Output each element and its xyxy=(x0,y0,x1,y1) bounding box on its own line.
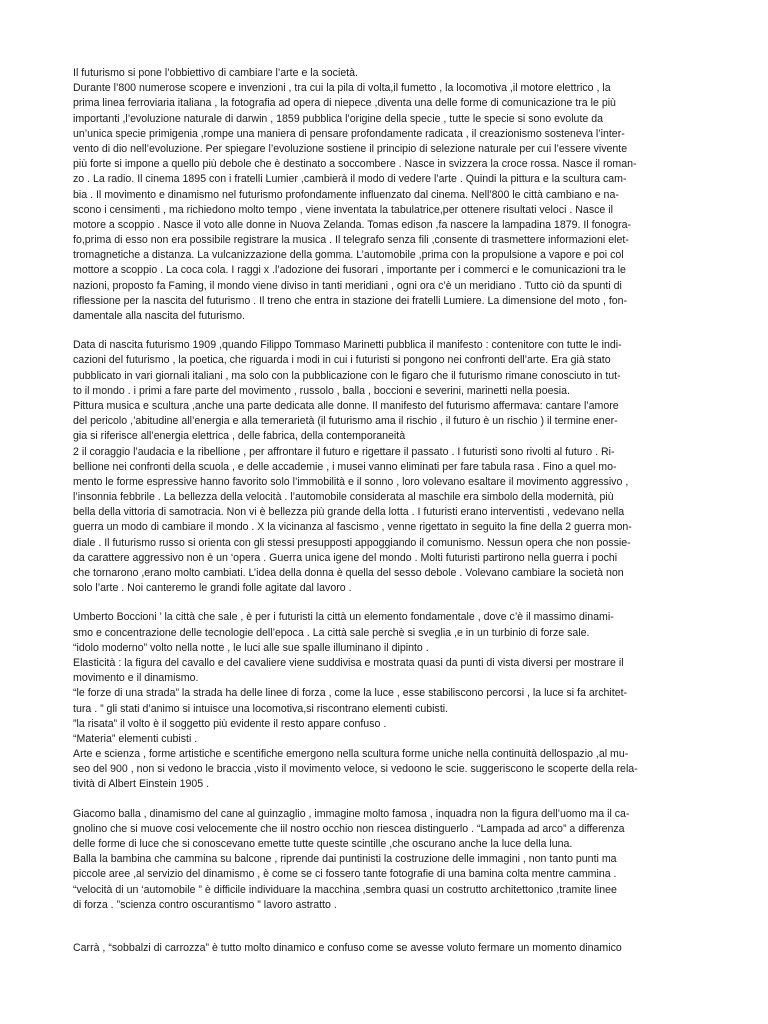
text-line: scono i censimenti , ma richiedono molto tempo , viene inventata la tabulatrice,per ottenere risultati veloci . Nasce il xyxy=(73,203,613,216)
text-line: to il mondo . i primi a fare parte del movimento , russolo , balla , boccioni e severini, marinetti nella poesia. xyxy=(73,384,570,397)
paragraph-gap xyxy=(73,324,695,338)
text-line: pubblicato in vari giornali italiani , ma solo con la pubblicazione con le figaro che il futurismo rimane conosciuto in tut- xyxy=(73,369,621,382)
text-line: Balla la bambina che cammina su balcone , riprende dai puntinisti la costruzione delle immagini , non tanto punti ma xyxy=(73,853,617,866)
text-line: mento le forme espressive hanno favorito solo l’immobilità e il sonno , loro volevano esaltare il movimento aggressivo , xyxy=(73,475,629,488)
text-line: “Materia” elementi cubisti . xyxy=(73,732,198,745)
text-line: motore a scoppio . Nasce il voto alle donne in Nuova Zelanda. Tomas edison ,fa nascere la lampadina 1879. Il fonogra- xyxy=(73,218,632,231)
text-line: più forte si impone a quello più debole che è destinato a soccombere . Nasce in svizzera la croce rossa. Nasce il roman- xyxy=(73,158,637,171)
text-line: Elasticità : la figura del cavallo e del cavaliere viene suddivisa e mostrata quasi da punti di vista diversi per mostrare il xyxy=(73,656,624,669)
paragraph-gap xyxy=(73,913,695,941)
text-line: Giacomo balla , dinamismo del cane al guinzaglio , immagine molto famosa , inquadra non la figura dell’uomo ma il ca- xyxy=(73,807,630,820)
text-line: tura . ” gli stati d’animo si intuisce una locomotiva,si riscontrano elementi cubisti. xyxy=(73,702,449,715)
paragraph-gap xyxy=(73,596,695,610)
text-line: guerra un modo di cambiare il mondo . X la vicinanza al fascismo , venne rigettato in seguito la fine della 2 guerra mon- xyxy=(73,521,632,534)
text-line: ”la risata” il volto è il soggetto più evidente il resto appare confuso . xyxy=(73,717,387,730)
text-line: bellione nei confronti della scuola , e delle accademie , i musei vanno eliminati per fare tabula rasa . Fino a quel mo- xyxy=(73,460,617,473)
document-page xyxy=(73,66,695,956)
text-line: damentale alla nascita del futurismo. xyxy=(73,310,245,322)
text-line: di forza . ”scienza contro oscurantismo ” lavoro astratto . xyxy=(73,898,337,911)
text-line: tromagnetiche a distanza. La vulcanizzazione della gomma. L’automobile ,prima con la propulsione a vapore e poi col xyxy=(73,249,624,262)
text-line: Il futurismo si pone l’obbiettivo di cambiare l’arte e la società. xyxy=(73,67,358,79)
text-line: “idolo moderno” volto nella notte , le luci alle sue spalle illuminano il dipinto . xyxy=(73,641,429,654)
text-line: prima linea ferroviaria italiana , la fotografia ad opera di niepece ,diventa una delle forme di comunicazione tra le più xyxy=(73,97,616,110)
text-line: bia . Il movimento e dinamismo nel futurismo profondamente influenzato dal cinema. Nell’800 le città cambiano e na- xyxy=(73,188,619,201)
text-line: mottore a scoppio . La coca cola. I raggi x .l’adozione dei fusorari , importante per i commerci e le comunicazioni tra le xyxy=(73,264,626,277)
text-line: “le forze di una strada” la strada ha delle linee di forza , come la luce , esse stabiliscono percorsi , la luce si fa architet- xyxy=(73,687,628,700)
text-line: un’unica specie primigenia ,rompe una maniera di pensare profondamente radicata , il creazionismo sosteneva l’inter- xyxy=(73,127,625,140)
text-line: gia si riferisce all’energia elettrica , delle fabrica, della contemporaneità xyxy=(73,430,406,443)
text-line: del pericolo ,’abitudine all’energia e alla temerarietà (il futurismo ama il rischio , il futuro è un rischio ) il termine ener- xyxy=(73,415,618,428)
text-line: Data di nascita futurismo 1909 ,quando Filippo Tommaso Marinetti pubblica il manifesto : contenitore con tutte le indi- xyxy=(73,339,622,352)
text-line: l’insonnia febbrile . La bellezza della velocità . l’automobile considerata al maschile era simbolo della modernità, più xyxy=(73,491,614,504)
text-line: riflessione per la nascita del futurismo . Il treno che entra in stazione dei fratelli Lumiere. La dimensione del moto , fon- xyxy=(73,294,628,307)
text-line: fo,prima di esso non era possibile registrare la musica . Il telegrafo senza fili ,consente di trasmettere informazioni elet- xyxy=(73,234,629,247)
text-line: gnolino che si muove cosi velocemente che iil nostro occhio non riescea distinguerlo . “Lampada ad arco” a differenza xyxy=(73,822,625,835)
paragraph-manifesto xyxy=(73,338,695,596)
paragraph-boccioni xyxy=(73,610,695,792)
paragraph-gap xyxy=(73,793,695,807)
text-line: smo e concentrazione delle tecnologie dell’epoca . La città sale perchè si sveglia ,e in un turbinio di forze sale. xyxy=(73,626,590,639)
text-line: Carrà , “sobbalzi di carrozza” è tutto molto dinamico e confuso come se avesse voluto fermare un momento dinamico xyxy=(73,941,622,954)
text-line: nazioni, proposto fa Faming, il mondo viene diviso in tanti meridiani , ogni ora c’è un meridiano . Tutto ciò da spunti di xyxy=(73,279,622,292)
text-line: solo l’arte . Noi canteremo le grandi folle agitate dal lavoro . xyxy=(73,582,352,595)
text-line: bella della vittoria di samotracia. Non vi è bellezza più grande della lotta . I futuristi erano interventisti , vedevano nella xyxy=(73,506,625,519)
text-line: che tornarono ,erano molto cambiati. L’idea della donna è quella del sesso debole . Volevano cambiare la società non xyxy=(73,567,624,579)
text-line: seo del 900 , non si vedono le braccia ,visto il movimento veloce, si vedoono le scie. suggeriscono le scoperte della rela- xyxy=(73,763,638,776)
text-line: piccole aree ,al servizio del dinamismo , è come se ci fossero tante fotografie di una bamina colta mentre cammina . xyxy=(73,868,617,881)
text-line: delle forme di luce che si conoscevano emette tutte queste scintille ,che oscurano anche la luce della luna. xyxy=(73,838,573,850)
paragraph-intro xyxy=(73,66,695,324)
paragraph-balla xyxy=(73,807,695,913)
text-line: movimento e il dinamismo. xyxy=(73,672,199,685)
text-line: Pittura musica e scultura ,anche una parte dedicata alle donne. Il manifesto del futurismo affermava: cantare l’amore xyxy=(73,399,619,412)
paragraph-carra xyxy=(73,941,695,956)
text-line: da carattere aggressivo non è un ‘opera . Guerra unica igene del mondo . Molti futuristi partirono nella guerra i pochi xyxy=(73,551,618,564)
text-line: 2 il coraggio l’audacia e la ribellione , per affrontare il futuro e rigettare il passato . I futuristi sono rivolti al futuro . Ri- xyxy=(73,445,615,458)
text-line: Durante l’800 numerose scopere e invenzioni , tra cui la pila di volta,il fumetto , la locomotiva ,il motore elettrico , la xyxy=(73,82,611,95)
text-line: tività di Albert Einstein 1905 . xyxy=(73,778,210,791)
text-line: importanti ,l’evoluzione naturale di darwin , 1859 pubblica l’origine della specie , tutte le specie si sono evolute da xyxy=(73,112,604,125)
text-line: diale . Il futurismo russo si orienta con gli stessi presupposti appoggiando il comunismo. Nessun opera che non possie- xyxy=(73,536,631,549)
text-line: Arte e scienza , forme artistiche e scentifiche emergono nella scultura forme uniche nella continuità dellospazio ,al mu- xyxy=(73,748,629,761)
text-line: cazioni del futurismo , la poetica, che riguarda i modi in cui i futuristi si pongono nei confronti dell’arte. Era già stato xyxy=(73,354,611,367)
text-line: vento di dio nell’evoluzione. Per spiegare l’evoluzione sostiene il principio di selezione naturale per cui l’essere vivente xyxy=(73,142,628,155)
text-line: Umberto Boccioni ’ la città che sale , è per i futuristi la città un elemento fondamentale , dove c’è il massimo dinami- xyxy=(73,611,614,624)
text-line: zo . La radio. Il cinema 1895 con i fratelli Lumier ,cambierà il modo di vedere l’arte . Quindi la pittura e la scultura cam- xyxy=(73,173,627,186)
text-line: “velocità di un ‘automobile ” è difficile individuare la macchina ,sembra quasi un costrutto architettonico ,tramite linee xyxy=(73,883,617,896)
